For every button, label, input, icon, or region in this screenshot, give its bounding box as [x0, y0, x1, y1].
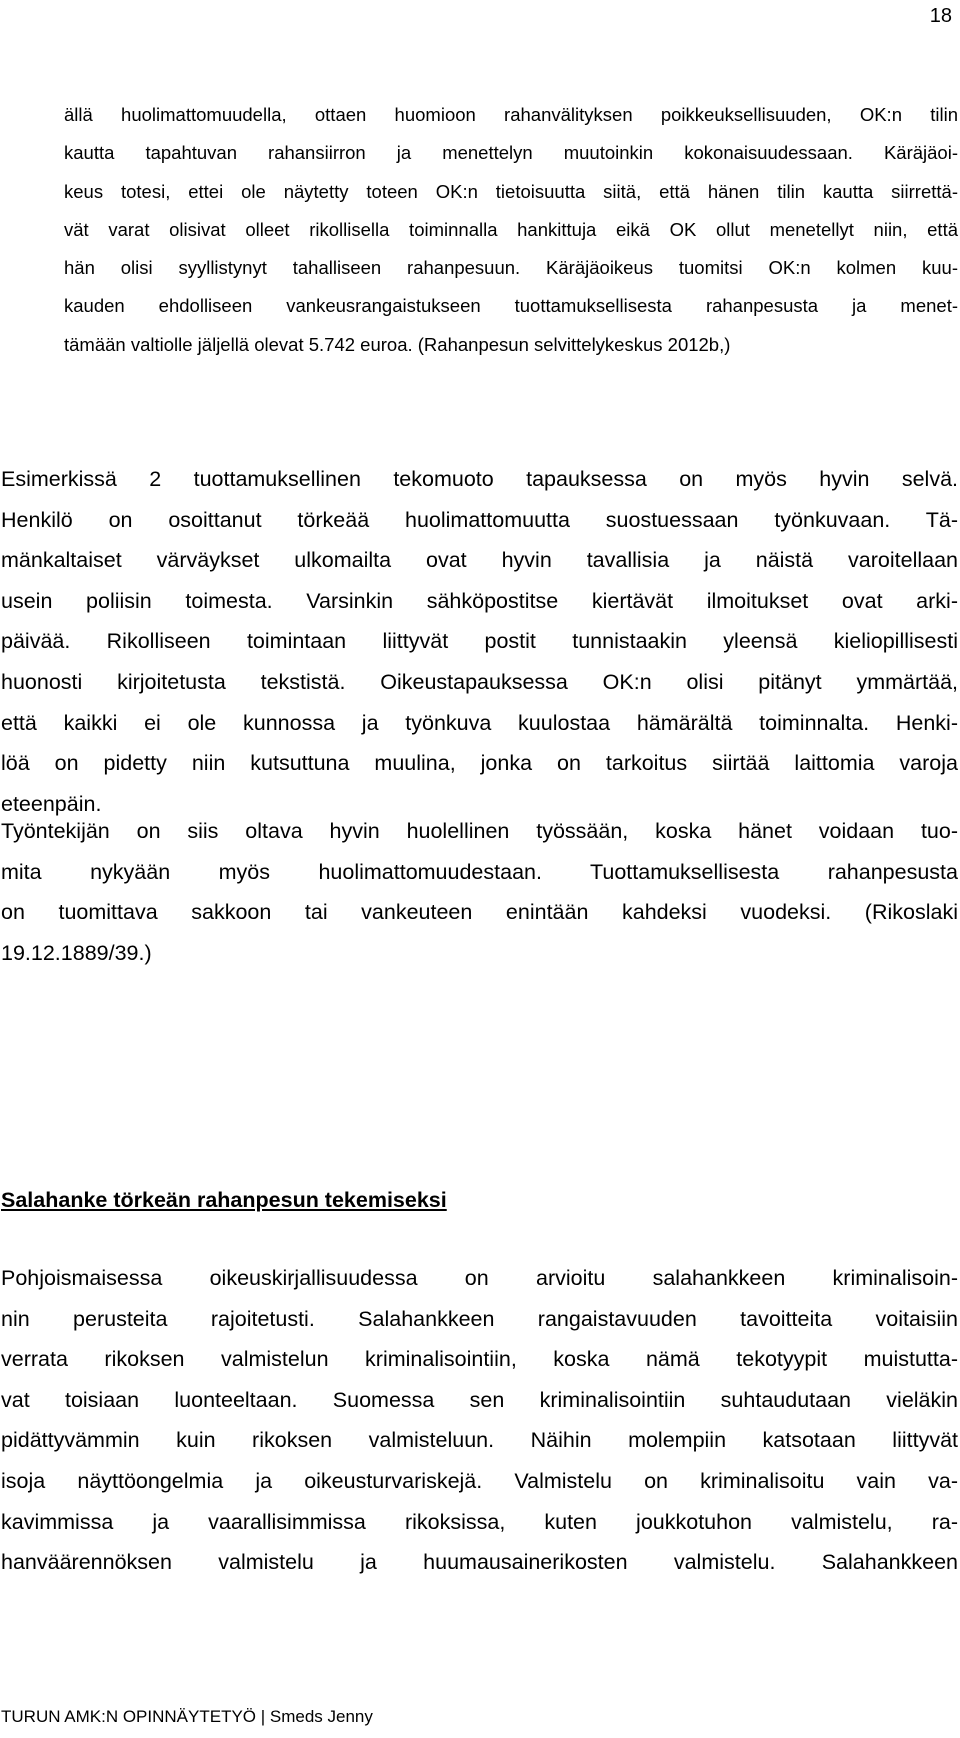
paragraph-line: eteenpäin.	[1, 791, 102, 816]
page-number: 18	[929, 5, 952, 27]
paragraph-conspiracy	[1, 1258, 958, 1583]
paragraph-line: mita nykyään myös huolimattomuudestaan. Tuottamuksellisesta rahanpesusta	[1, 859, 958, 884]
paragraph-line: huonosti kirjoitetusta tekstistä. Oikeustapauksessa OK:n olisi pitänyt ymmärtää,	[1, 669, 958, 694]
paragraph-line: 19.12.1889/39.)	[1, 940, 152, 965]
paragraph-line: mänkaltaiset värväykset ulkomailta ovat hyvin tavallisia ja näistä varoitellaan	[1, 548, 958, 573]
section-heading: Salahanke törkeän rahanpesun tekemiseksi	[1, 1188, 447, 1212]
paragraph-line: Esimerkissä 2 tuottamuksellinen tekomuoto tapauksessa on myös hyvin selvä.	[1, 467, 958, 491]
quote-line: ällä huolimattomuudella, ottaen huomioon rahanvälityksen poikkeuksellisuuden, OK:n tilin	[64, 104, 958, 125]
paragraph-line: että kaikki ei ole kunnossa ja työnkuva kuulostaa hämärältä toiminnalta. Henki-	[1, 710, 958, 735]
paragraph-line: päivää. Rikolliseen toimintaan liittyvät postit tunnistaakin yleensä kieliopillisesti	[1, 629, 958, 654]
paragraph-line: on tuomittava sakkoon tai vankeuteen enintään kahdeksi vuodeksi. (Rikoslaki	[1, 900, 958, 925]
paragraph-line: vat toisiaan luonteeltaan. Suomessa sen kriminalisointiin suhtaudutaan vieläkin	[1, 1387, 958, 1412]
paragraph-line: verrata rikoksen valmistelun kriminalisointiin, koska nämä tekotyypit muistutta-	[1, 1347, 958, 1372]
paragraph-line: usein poliisin toimesta. Varsinkin sähköpostitse kiertävät ilmoitukset ovat arki-	[1, 588, 958, 613]
quote-line: kautta tapahtuvan rahansiirron ja menettelyn muutoinkin kokonaisuudessaan. Käräjäoi-	[64, 142, 958, 164]
case-description-quote	[64, 96, 958, 364]
quote-line: tämään valtiolle jäljellä olevat 5.742 euroa. (Rahanpesun selvittelykeskus 2012b,)	[64, 333, 731, 355]
quote-line: hän olisi syyllistynyt tahalliseen rahanpesuun. Käräjäoikeus tuomitsi OK:n kolmen kuu-	[64, 257, 958, 279]
paragraph-line: kavimmissa ja vaarallisimmissa rikoksissa, kuten joukkotuhon valmistelu, ra-	[1, 1509, 958, 1534]
page-footer: TURUN AMK:N OPINNÄYTETYÖ | Smeds Jenny	[1, 1707, 373, 1726]
paragraph-line: hanväärennöksen valmistelu ja huumausainerikosten valmistelu. Salahankkeen	[1, 1550, 958, 1575]
quote-line: vät varat olisivat olleet rikollisella toiminnalla hankittuja eikä OK ollut menetellyt niin, että	[64, 218, 958, 240]
paragraph-line: pidättyvämmin kuin rikoksen valmisteluun. Näihin molempiin katsotaan liittyvät	[1, 1428, 958, 1453]
paragraph-line: Työntekijän on siis oltava hyvin huolellinen työssään, koska hänet voidaan tuo-	[1, 819, 958, 843]
paragraph-line: löä on pidetty niin kutsuttuna muulina, jonka on tarkoitus siirtää laittomia varoja	[1, 751, 958, 776]
quote-line: keus totesi, ettei ole näytetty toteen OK:n tietoisuutta siitä, että hänen tilin kautta siirrettä-	[64, 180, 958, 202]
paragraph-line: Pohjoismaisessa oikeuskirjallisuudessa on arvioitu salahankkeen kriminalisoin-	[1, 1266, 958, 1290]
paragraph-example-analysis	[1, 459, 958, 824]
paragraph-employee-diligence	[1, 811, 958, 973]
paragraph-line: nin perusteita rajoitetusti. Salahankkeen rangaistavuuden tavoitteita voitaisiin	[1, 1306, 958, 1331]
paragraph-line: isoja näyttöongelmia ja oikeusturvariskejä. Valmistelu on kriminalisoitu vain va-	[1, 1468, 958, 1493]
quote-line: kauden ehdolliseen vankeusrangaistukseen tuottamuksellisesta rahanpesusta ja menet-	[64, 295, 958, 317]
paragraph-line: Henkilö on osoittanut törkeää huolimattomuutta suostuessaan työnkuvaan. Tä-	[1, 507, 958, 532]
